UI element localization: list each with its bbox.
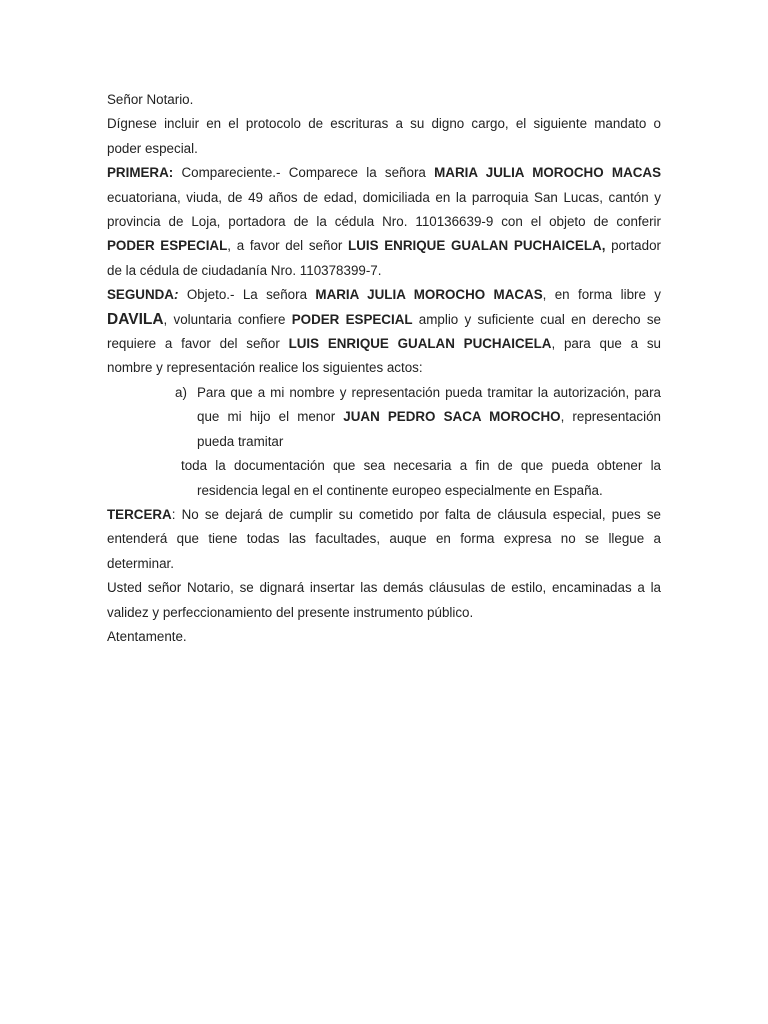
document-body [107,88,661,649]
salutation: Señor Notario. [107,92,194,107]
attorney-name-2: LUIS ENRIQUE GUALAN PUCHAICELA [288,336,552,352]
grantor-name: MARIA JULIA MOROCHO MACAS [434,165,662,181]
grantor-name-2: MARIA JULIA MOROCHO MACAS [315,287,543,303]
closing-paragraph: Usted señor Notario, se dignará insertar las demás cláusulas de estilo, encaminadas a la validez y perfeccionamiento del presente instrumento público. [107,580,661,620]
davila-text: DAVILA [107,310,164,328]
intro-paragraph [107,112,661,161]
poder-especial-text: PODER ESPECIAL [107,238,228,254]
clause-tercera: TERCERA: No se dejará de cumplir su cometido por falta de cláusula especial, pues se entenderá que tiene todas las facultades, auque en forma expresa no se llegue a determinar. [107,506,661,571]
list-marker-a: a) [175,384,187,400]
signoff: Atentamente. [107,628,187,644]
clause-segunda: SEGUNDA: Objeto.- La señora MARIA JULIA MOROCHO MACAS, en forma libre y DAVILA, voluntaria confiere PODER ESPECIAL amplio y suficiente cual en derecho se requiere a favor del señor LUIS ENRIQUE GUALAN PUCHAICELA, para que a su nombre y representación realice los siguientes actos: [107,287,661,376]
list-continuation: toda la documentación que sea necesaria a fin de que pueda obtener la residencia legal en el continente europeo especialmente en España. [181,458,661,498]
clause-primera-label: PRIMERA: [107,165,174,181]
clause-segunda-label: SEGUNDA [107,287,174,303]
intro-line-1: Dígnese incluir en el protocolo de escrituras a su digno cargo, el siguiente mandato o [107,116,661,132]
list-item-a: a) Para que a mi nombre y representación pueda tramitar la autorización, para que mi hijo el menor JUAN PEDRO SACA MOROCHO, representación pueda tramitar [107,381,661,454]
attorney-name: LUIS ENRIQUE GUALAN PUCHAICELA, [348,238,606,254]
poder-especial-text-2: PODER ESPECIAL [291,311,413,327]
clause-tercera-label: TERCERA [107,506,172,522]
intro-line-2: poder especial. [107,140,198,156]
clause-primera: PRIMERA: Compareciente.- Comparece la señora MARIA JULIA MOROCHO MACAS ecuatoriana, viuda, de 49 años de edad, domiciliada en la parroquia San Lucas, cantón y provincia de Loja, portadora de la cédula Nro. 110136639-9 con el objeto de conferir PODER ESPECIAL, a favor del señor LUIS ENRIQUE GUALAN PUCHAICELA, portador de la cédula de ciudadanía Nro. 110378399-7. [107,165,662,278]
child-name: JUAN PEDRO SACA MOROCHO [343,409,561,425]
